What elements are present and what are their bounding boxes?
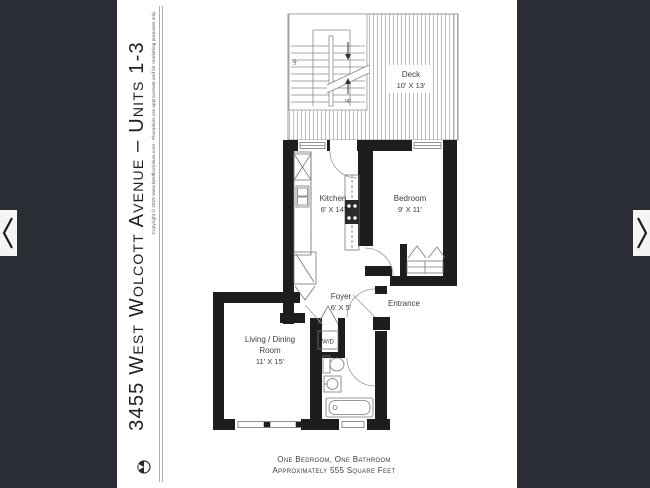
bedroom-dims: 9' X 11' [398,205,422,214]
foyer-label: Foyer [330,292,352,301]
living-dims: 11' X 15' [255,357,285,366]
floor-plan [117,0,517,488]
walls [213,140,457,430]
wd-label: W/D [322,339,334,346]
footer-line2: Approximately 555 Square Feet [272,466,396,475]
bedroom-closet [407,246,445,273]
bedroom-label: Bedroom [393,194,427,203]
staircase [289,14,369,110]
stair-up-label: up [292,59,298,65]
kitchen-dims: 6' X 14' [320,205,346,214]
deck-dims: 10' X 13' [396,81,426,90]
stair-up-label: up [345,98,351,104]
chevron-left-icon [0,210,17,256]
kitchen-fixtures [294,152,359,300]
next-photo-button[interactable] [633,210,650,256]
page-title: 3455 West Wolcott Avenue – Units 1-3 [126,41,148,431]
copyright-text: Copyright © 2015 www.bestfloorplans.com - Floorplans are approximate and for marketing purposes only [152,11,157,235]
living-label-line2: Room [259,346,281,355]
chevron-right-icon [633,210,650,256]
foyer-dims: 6' X 5' [330,303,352,312]
north-compass-icon [138,461,150,473]
deck-label: Deck [401,70,421,79]
entrance-label: Entrance [387,299,421,308]
plan-footer [272,455,395,475]
prev-photo-button[interactable] [0,210,17,256]
footer-line1: One Bedroom, One Bathroom [277,455,391,464]
living-label-line1: Living / Dining [244,335,296,344]
kitchen-label: Kitchen [319,194,347,203]
floorplan-page [117,0,517,488]
